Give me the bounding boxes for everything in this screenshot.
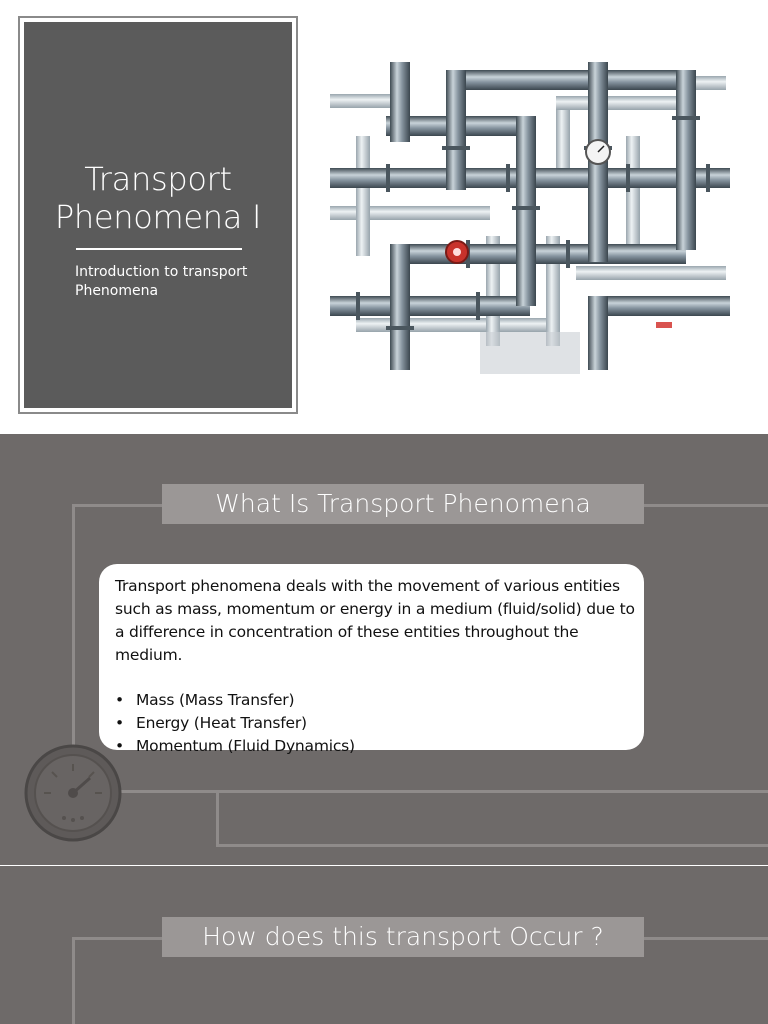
decor-line-middle bbox=[110, 790, 768, 793]
decor-line-bottom bbox=[216, 844, 768, 847]
definition-slide bbox=[0, 434, 768, 865]
slide-heading: What Is Transport Phenomena bbox=[162, 484, 644, 524]
slide-subtitle-line1: Introduction to transport bbox=[75, 264, 248, 280]
title-divider bbox=[76, 248, 242, 250]
slide-title bbox=[24, 160, 292, 236]
bullet-icon: • bbox=[115, 737, 124, 755]
bullet-icon: • bbox=[115, 714, 124, 732]
slide-subtitle bbox=[75, 263, 275, 301]
bullet-list bbox=[115, 689, 635, 758]
title-panel bbox=[18, 16, 298, 414]
definition-paragraph: Transport phenomena deals with the movement of various entities such as mass, momentum or energy in a medium (fluid/solid) due to a difference in concentration of these entities throughout the medium. bbox=[115, 577, 635, 664]
list-item: • Momentum (Fluid Dynamics) bbox=[115, 735, 635, 758]
title-panel-fill bbox=[24, 22, 292, 408]
pipes-illustration-icon bbox=[326, 56, 732, 374]
slide-subtitle-line2: Phenomena bbox=[75, 283, 159, 299]
content-text bbox=[115, 575, 635, 758]
slide-title-line2: Phenomena I bbox=[54, 198, 262, 236]
title-slide bbox=[0, 0, 768, 432]
slide-heading: How does this transport Occur ? bbox=[162, 917, 644, 957]
pressure-gauge-icon bbox=[24, 744, 122, 842]
decor-line-vertical bbox=[72, 937, 75, 1024]
list-item: • Mass (Mass Transfer) bbox=[115, 689, 635, 712]
mechanism-slide bbox=[0, 866, 768, 1024]
decor-line-vertical bbox=[72, 504, 75, 784]
decor-line-top-left bbox=[72, 937, 164, 940]
decor-line-top-right bbox=[644, 937, 768, 940]
decor-line-drop bbox=[216, 790, 219, 846]
decor-line-top-left bbox=[72, 504, 164, 507]
list-item: • Energy (Heat Transfer) bbox=[115, 712, 635, 735]
slide-title-line1: Transport bbox=[84, 160, 232, 198]
bullet-icon: • bbox=[115, 691, 124, 709]
decor-line-top-right bbox=[644, 504, 768, 507]
